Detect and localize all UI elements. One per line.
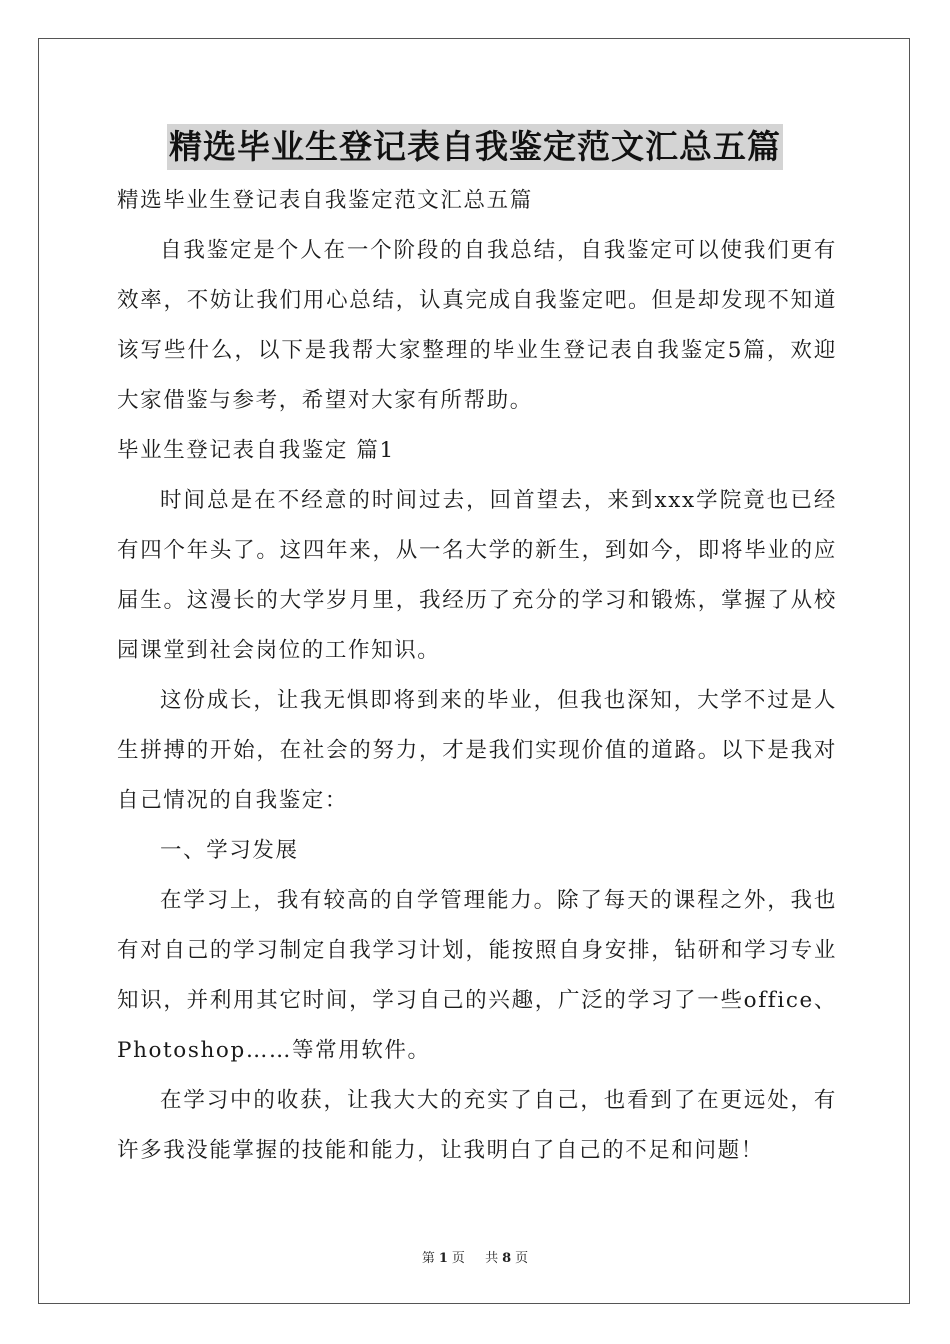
- total-prefix: 共: [485, 1251, 499, 1266]
- body-paragraph: 在学习上，我有较高的自学管理能力。除了每天的课程之外，我也有对自己的学习制定自我学习计划，能按照自身安排，钻研和学习专业知识，并利用其它时间，学习自己的兴趣，广泛的学习了一些office、Photoshop……等常用软件。: [117, 888, 837, 1063]
- total-pages: 8: [502, 1251, 512, 1266]
- document-title: [0, 124, 950, 170]
- subtitle-line: 精选毕业生登记表自我鉴定范文汇总五篇: [117, 188, 533, 213]
- document-body: [117, 176, 837, 1176]
- page-number: 1: [438, 1251, 448, 1266]
- subsection-heading: 一、学习发展: [160, 838, 299, 863]
- body-paragraph: 这份成长，让我无惧即将到来的毕业，但我也深知，大学不过是人生拼搏的开始，在社会的努力，才是我们实现价值的道路。以下是我对自己情况的自我鉴定：: [117, 688, 837, 813]
- body-paragraph: 时间总是在不经意的时间过去，回首望去，来到xxx学院竟也已经有四个年头了。这四年来，从一名大学的新生，到如今，即将毕业的应届生。这漫长的大学岁月里，我经历了充分的学习和锻炼，掌握了从校园课堂到社会岗位的工作知识。: [117, 488, 837, 663]
- page-footer: [0, 1247, 950, 1266]
- total-suffix: 页: [515, 1251, 529, 1266]
- section-heading: 毕业生登记表自我鉴定 篇1: [117, 438, 395, 463]
- total-pages-indicator: [481, 1251, 532, 1266]
- page-indicator: [418, 1251, 469, 1266]
- body-paragraph: 在学习中的收获，让我大大的充实了自己，也看到了在更远处，有许多我没能掌握的技能和能力，让我明白了自己的不足和问题！: [117, 1088, 837, 1163]
- page-prefix: 第: [421, 1251, 435, 1266]
- page-suffix: 页: [451, 1251, 465, 1266]
- intro-paragraph: 自我鉴定是个人在一个阶段的自我总结，自我鉴定可以使我们更有效率，不妨让我们用心总结，认真完成自我鉴定吧。但是却发现不知道该写些什么，以下是我帮大家整理的毕业生登记表自我鉴定5篇，欢迎大家借鉴与参考，希望对大家有所帮助。: [117, 238, 837, 413]
- document-title-text: 精选毕业生登记表自我鉴定范文汇总五篇: [167, 124, 783, 170]
